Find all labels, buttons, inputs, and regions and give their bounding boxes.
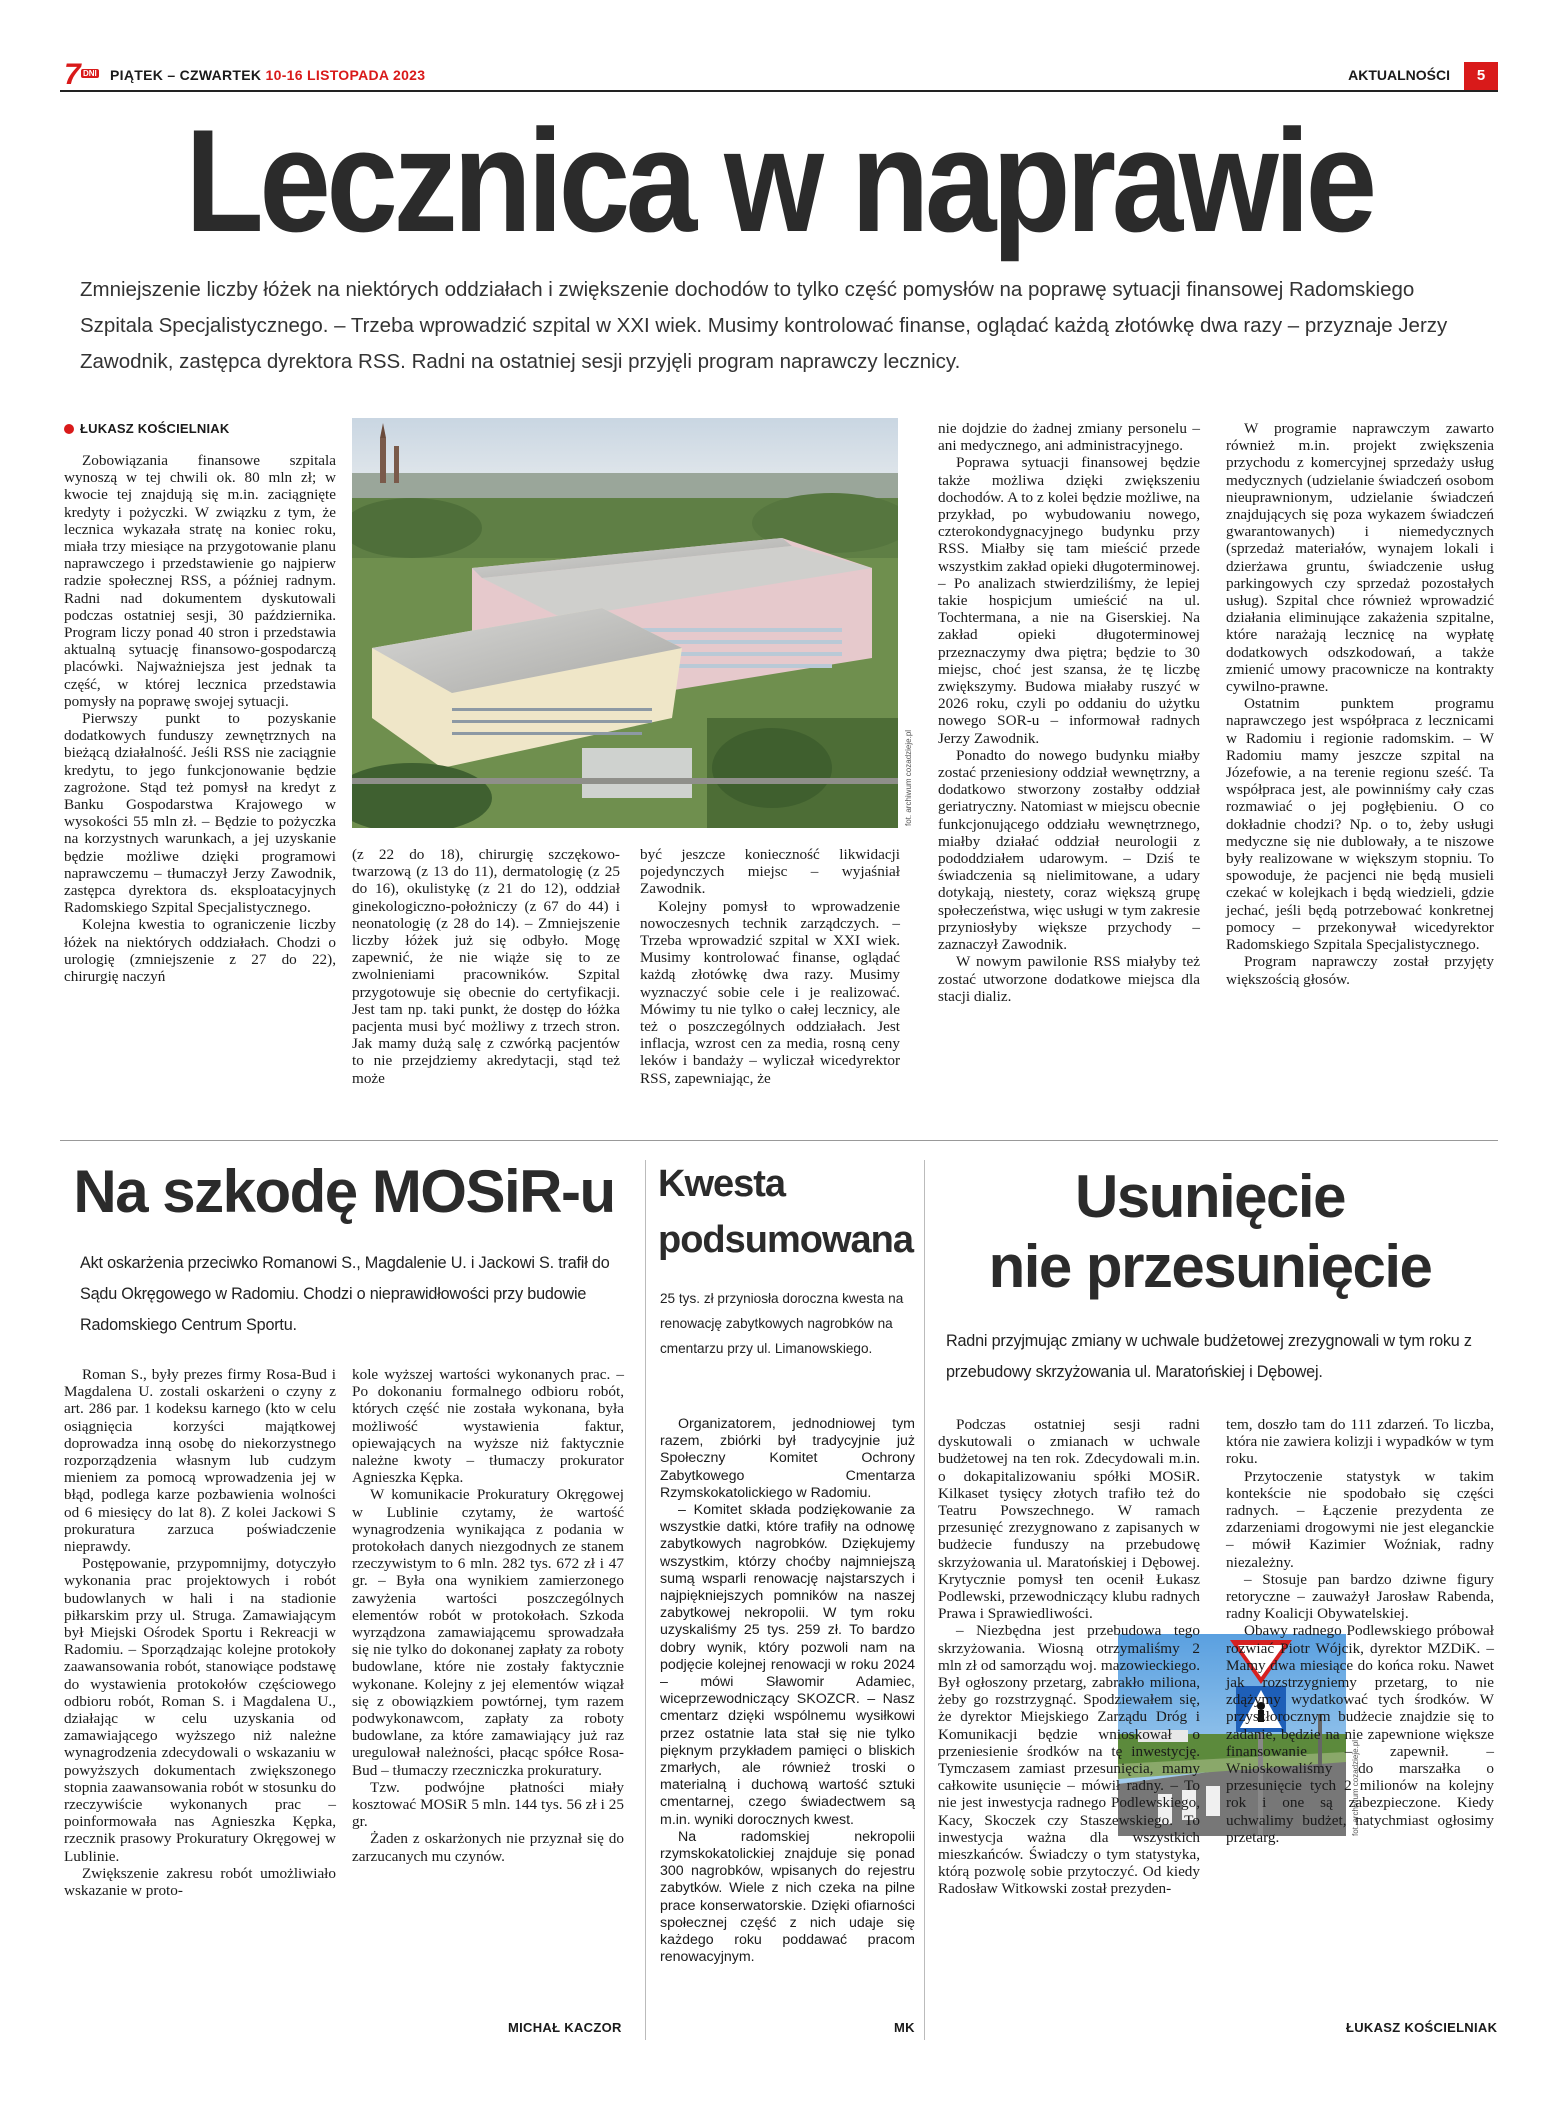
section-name: AKTUALNOŚCI xyxy=(1348,67,1450,83)
paragraph: Ostatnim punktem programu naprawczego jest współpraca z lecznicami w Radomiu i regionie radomskim. – W Radomiu mamy jeszcze szpital na Józefowie, a na terenie regionu sześć. Ta współpraca jest, ale powinniśmy cały czas rozmawiać o jej pogłębieniu. O co dokładnie chodzi? Np. o to, żeby usługi medyczne się nie dublowały, a te niszowe były realizowane w większym stopniu. To spowoduje, że pacjenci nie będą musieli czekać w kolejkach i będą wiedzieli, gdzie jechać, jeśli będą potrzebować konkretnej pomocy – przekonywał wicedyrektor Radomskiego Szpitala Specjalistycznego. xyxy=(1226,695,1494,954)
paragraph: nie dojdzie do żadnej zmiany personelu – ani medycznego, ani administracyjnego. xyxy=(938,420,1200,455)
page-number: 5 xyxy=(1464,62,1498,90)
paragraph: Poprawa sytuacji finansowej będzie także możliwa dzięki zwiększeniu dochodów. A to z kolei będzie możliwe, na przykład, po wybudowaniu nowego, czterokondygnacyjnego budynku przy RSS. Miałby się tam mieścić przede wszystkim zakład opieki długoterminowej. – Po analizach stwierdziliśmy, że lepiej takie hospicjum umieścić na ul. Tochtermana, a nie na Giserskiej. Na zakład opieki długoterminowej przeznaczymy dwa piętra; będzie to 30 miejsc, choć jest szansa, że tę liczbę zwiększymy. Budowa miałaby ruszyć w 2026 roku, czyli po oddaniu do użytku nowego SOR-u – informował radnych Jerzy Zawodnik. xyxy=(938,454,1200,747)
paragraph: Przytoczenie statystyk w takim kontekście nie spodobało się części radnych. – Łączenie prezydenta ze zdarzeniami drogowymi nie jest eleganckie – mówił Kazimier Woźniak, radny niezależny. xyxy=(1226,1467,1494,1571)
article-byline xyxy=(64,421,230,436)
paragraph: kole wyższej wartości wykonanych prac. – Po dokonaniu formalnego odbioru robót, których część nie została wykonana, była możliwość wystawienia faktur, opiewających na wyższe niż faktycznie należne kwoty – tłumaczy prokurator Agnieszka Kępka. xyxy=(352,1366,624,1487)
hospital-aerial-image xyxy=(352,418,898,828)
paragraph: Tzw. podwójne płatności miały kosztować MOSiR 5 mln. 144 tys. 56 zł i 25 gr. xyxy=(352,1778,624,1831)
column-divider xyxy=(645,1160,646,2040)
article-column-2 xyxy=(352,846,620,1087)
section-divider xyxy=(60,1140,1498,1141)
article-title-mosir: Na szkodę MOSiR-u xyxy=(73,1158,615,1225)
usuniecie-column-2 xyxy=(1226,1416,1494,1846)
author-signature: MK xyxy=(894,2020,915,2035)
paragraph: W nowym pawilonie RSS miałyby też zostać utworzone dodatkowe miejsca dla stacji dializ. xyxy=(938,953,1200,1005)
paragraph: Żaden z oskarżonych nie przyznał się do zarzucanych mu czynów. xyxy=(352,1830,624,1865)
kwesta-column xyxy=(660,1416,915,1967)
paragraph: Postępowanie, przypomnijmy, dotyczyło wykonania prac projektowych i robót budowlanych w hali i na stadionie piłkarskim przy ul. Struga. Zamawiającym był Miejski Ośrodek Sportu i Rekreacji w Radomiu. – Sporządzając kolejne protokoły zaawansowania robót, stanowiące podstawę do wystawienia protokołów częściowego odbioru robót, Roman S. i Magdalena U., działając w celu uzyskania od zamawiającego wyższego niż należne wynagrodzenia zdecydowali o wskazaniu w powyższych dokumentach zwiększonego stopnia zaawansowania robót w stosunku do rzeczywiście wykonanych prac – poinformowała nas Agnieszka Kępka, rzecznik prasowy Prokuratury Okręgowej w Lublinie. xyxy=(64,1555,336,1865)
mosir-column-1 xyxy=(64,1366,336,1899)
article-column-3 xyxy=(640,846,900,1087)
paragraph: – Niezbędna jest przebudowa tego skrzyżowania. Wiosną otrzymaliśmy 2 mln zł od samorządu woj. mazowieckiego. Był ogłoszony przetarg, zabrakło miliona, żeby go rozstrzygnąć. Spodziewałem się, że dyrektor Miejskiego Zarządu Dróg i Komunikacji będzie wnioskował o przeniesienie środków na tę inwestycję. Tymczasem zamiast przesunięcia, mamy całkowite usunięcie – mówił radny. – To nie jest inwestycja radnego Podlewskiego, Kacy, Skoczek czy Staszewskiego. To inwestycja ważna dla wszystkich mieszkańców. Świadczy o tym statystyka, którą pozwolę sobie przytoczyć. Od kiedy Radosław Witkowski został prezyden- xyxy=(938,1622,1200,1898)
issue-date xyxy=(110,67,425,83)
logo-number: 7 xyxy=(64,58,81,91)
hospital-photo xyxy=(352,418,898,828)
newspaper-logo xyxy=(64,58,100,91)
article-title-usuniecie xyxy=(930,1162,1490,1302)
author-name: ŁUKASZ KOŚCIELNIAK xyxy=(80,421,230,436)
column-divider xyxy=(924,1160,925,2040)
title-line-1: Usunięcie xyxy=(1075,1163,1345,1230)
paragraph: W programie naprawczym zawarto również m.in. projekt zwiększenia przychodu z komercyjnej sprzedaży usług medycznych (udzielanie świadczeń osobom nieuprawnionym, udzielanie świadczeń znajdujących się poza wykazem świadczeń gwarantowanych) i niemedycznych (sprzedaż materiałów, wynajem lokali i dzierżawa gruntu, świadczenie usług parkingowych czy sprzedaż pozostałych usług). Szpital chce również wprowadzić działania eliminujące zakażenia szpitalne, które narażają lecznicę na wypłatę dodatkowych odszkodowań, a także zmienić umowy pracownicze na kontrakty cywilno-prawne. xyxy=(1226,420,1494,696)
title-line-2: nie przesunięcie xyxy=(988,1233,1432,1300)
paragraph: Roman S., były prezes firmy Rosa-Bud i Magdalena U. zostali oskarżeni o czyny z art. 286 par. 1 kodeksu karnego (kto w celu osiągnięcia korzyści majątkowej doprowadza inną osobę do niekorzystnego rozporządzenia własnym lub cudzym mieniem za pomocą wprowadzenia jej w błąd, podlega karze pozbawienia wolności od 6 miesięcy do lat 8). Z kolei Jackowi S prokuratura zarzuca poświadczenie nieprawdy. xyxy=(64,1366,336,1556)
title-line-2: podsumowana xyxy=(658,1219,914,1261)
title-line-1: Kwesta xyxy=(658,1163,786,1205)
paragraph: Zobowiązania finansowe szpitala wynoszą w tej chwili ok. 80 mln zł; w kwocie tej znajdują się m.in. zaciągnięte kredyty i pożyczki. W związku z tym, że lecznica wykazała stratę na koniec roku, miała trzy miesiące na przygotowanie planu naprawczego i przedstawienie go najpierw radzie społecznej RSS, a później radnym. Radni nad dokumentem dyskutowali podczas ostatniej sesji, 30 października. Program liczy ponad 40 stron i przedstawia aktualną sytuację finansowo-gospodarczą placówki. Najważniejsza jest jednak ta część, w której lecznica przedstawia pomysły na poprawę swojej sytuacji. xyxy=(64,452,336,710)
article-title: Lecznica w naprawie xyxy=(185,99,1373,262)
paragraph: Kolejna kwestia to ograniczenie liczby łóżek na niektórych oddziałach. Chodzi o urologię (zmniejszenie z 27 do 22), chirurgię naczyń xyxy=(64,916,336,986)
date-range: 10-16 LISTOPADA 2023 xyxy=(265,67,426,83)
article-column-1 xyxy=(64,452,336,985)
paragraph: być jeszcze konieczność likwidacji pojedynczych miejsc – wyjaśniał Zawodnik. xyxy=(640,846,900,898)
article-title-kwesta xyxy=(658,1156,918,1268)
paragraph: (z 22 do 18), chirurgię szczękowo-twarzową (z 13 do 11), dermatologię (z 25 do 16), okulistykę (z 21 do 12), oddział ginekologiczno-położniczy (z 67 do 44) i neonatologię (z 28 do 14). – Zmniejszenie liczby łóżek już się odbyło. Mogę zapewnić, że nie wiąże się to ze zwolnieniami pracowników. Szpital przygotowuje się obecnie do certyfikacji. Jest tam np. taki punkt, że dostęp do łóżka pacjenta musi być możliwy z trzech stron. Jak mamy dużą salę z czwórką pacjentów to nie przejdziemy akredytacji, stąd też może xyxy=(352,846,620,1087)
paragraph: Obawy radnego Podlewskiego próbował rozwiać Piotr Wójcik, dyrektor MZDiK. – Mamy dwa miesiące do końca roku. Nawet jak rozstrzygniemy przetarg, to nie zdążymy wydatkować tych środków. W przyszłorocznym budżecie znajdzie się to zadanie, będzie na nie zapewnione większe finansowanie – zapewnił. – Wnioskowaliśmy do marszałka o przesunięcie tych 2 milionów na kolejny rok i one są zabezpieczone. Kiedy uchwalimy budżet, natychmiast ogłosimy przetarg. xyxy=(1226,1622,1494,1846)
author-signature: ŁUKASZ KOŚCIELNIAK xyxy=(1346,2020,1498,2035)
logo-sub: DNI xyxy=(83,69,97,78)
paragraph: – Stosuje pan bardzo dziwne figury retoryczne – zauważył Jarosław Rabenda, radny Koalicji Obywatelskiej. xyxy=(1226,1570,1494,1623)
page-header xyxy=(60,58,1498,92)
article-column-4 xyxy=(938,420,1200,1005)
photo-credit: fot. archiwum cozadzieje.pl xyxy=(1351,1739,1360,1836)
article-lead: Zmniejszenie liczby łóżek na niektórych oddziałach i zwiększenie dochodów to tylko część pomysłów na poprawę sytuacji finansowej Radomskiego Szpitala Specjalistycznego. – Trzeba wprowadzić szpital w XXI wiek. Musimy kontrolować finanse, oglądać każdą złotówkę dwa razy – przyznaje Jerzy Zawodnik, zastępca dyrektora RSS. Radni na ostatniej sesji przyjęli program naprawczy lecznicy. xyxy=(80,278,1448,373)
date-prefix: PIĄTEK – CZWARTEK xyxy=(110,67,262,83)
paragraph: Zwiększenie zakresu robót umożliwiało wskazanie w proto- xyxy=(64,1864,336,1900)
paragraph: Program naprawczy został przyjęty większością głosów. xyxy=(1226,953,1494,988)
paragraph: tem, doszło tam do 111 zdarzeń. To liczba, która nie zawiera kolizji i wypadków w tym roku. xyxy=(1226,1416,1494,1468)
paragraph: – Komitet składa podziękowanie za wszystkie datki, które trafiły na odnowę zabytkowych nagrobków. Dziękujemy wszystkim, którzy choćby najmniejszą sumą wsparli renowację najstarszych i najpiękniejszych pomników na naszej zabytkowej nekropolii. W tym roku uzyskaliśmy 25 tys. 259 zł. To bardzo dobry wynik, który pozwoli nam na podjęcie kolejnej renowacji w roku 2024 – mówi Sławomir Adamiec, wiceprzewodniczący SKOZCR. – Nasz cmentarz dzięki wspólnemu wysiłkowi przez ostatnie lata stał się nie tylko pięknym przykładem pamięci o bliskich zmarłych, ale również troski o materialną i duchową wartość sztuki cmentarnej, czego świadectwem są m.in. wyniki dorocznych kwest. xyxy=(660,1502,915,1828)
paragraph: Pierwszy punkt to pozyskanie dodatkowych funduszy zewnętrznych na bieżącą działalność. Jeśli RSS nie zaciągnie kredytu, to jego funkcjonowanie będzie zagrożone. Stąd też pomysł na kredyt z Banku Gospodarstwa Krajowego w wysokości 55 mln zł. – Będzie to pożyczka na korzystnych warunkach, a jej uzyskanie będzie możliwe dzięki programowi naprawczemu – tłumaczył Jerzy Zawodnik, zastępca dyrektora ds. eksploatacyjnych Radomskiego Szpital Specjalistycznego. xyxy=(64,710,336,917)
article-lead-kwesta: 25 tys. zł przyniosła doroczna kwesta na renowację zabytkowych nagrobków na cmentarzu przy ul. Limanowskiego. xyxy=(660,1291,904,1356)
usuniecie-column-1 xyxy=(938,1416,1200,1898)
author-signature: MICHAŁ KACZOR xyxy=(508,2020,622,2035)
paragraph: Kolejny pomysł to wprowadzenie nowoczesnych technik zarządczych. – Trzeba wprowadzić szpital w XXI wiek. Musimy kontrolować finanse, oglądać każdą złotówkę dwa razy. Musimy wyznaczyć sobie cele i je realizować. Mówimy tu nie tylko o całej lecznicy, ale też o poszczególnych oddziałach. Jest inflacja, wzrost cen za media, rosną ceny leków i bandaży – wyliczał wicedyrektor RSS, zapewniając, że xyxy=(640,897,900,1087)
mosir-column-2 xyxy=(352,1366,624,1865)
paragraph: W komunikacie Prokuratury Okręgowej w Lublinie czytamy, że wartość wynagrodzenia wynikająca z podania w protokołach danych niezgodnych ze stanem rzeczywistym to 6 mln. 282 tys. 672 zł i 47 gr. – Była ona wynikiem zamierzonego zawyżenia wartości poszczególnych elementów robót w protokołach. Szkoda wyrządzona zamawiającemu sprowadzała się nie tylko do dokonanej zapłaty za roboty budowlane, które nie zostały faktycznie wykonane. Kolejny z jej elementów wiązał się z obowiązkiem powtórnej, tym razem podwykonawcom, zapłaty za roboty budowlane, za które zamawiający już raz uregulował należności, płacąc spółce Rosa-Bud – tłumaczy rzeczniczka prokuratury. xyxy=(352,1486,624,1779)
paragraph: Organizatorem, jednodniowej tym razem, zbiórki był tradycyjnie już Społeczny Komitet Ochrony Zabytkowego Cmentarza Rzymskokatolickiego w Radomiu. xyxy=(660,1416,915,1501)
paragraph: Ponadto do nowego budynku miałby zostać przeniesiony oddział wewnętrzny, a dodatkowo stworzony zostałby oddział geriatryczny. Natomiast w miejscu obecnie funkcjonującego oddziału wewnętrznego, miałby działać oddział neurologii z pododdziałem udarowym. – Dziś te świadczenia są nielimitowane, a udary dotykają, niestety, coraz większą grupę społeczeństwa, więc usługi w tym zakresie przyniosłyby większe przychody – zaznaczył Zawodnik. xyxy=(938,746,1200,954)
article-lead-usuniecie: Radni przyjmując zmiany w uchwale budżetowej zrezygnowali w tym roku z przebudowy skrzyżowania ul. Maratońskiej i Dębowej. xyxy=(946,1332,1472,1381)
paragraph: Podczas ostatniej sesji radni dyskutowali o zmianach w uchwale budżetowej na ten rok. Zdecydowali m.in. o dokapitalizowaniu spółki MOSiR. Kilkaset tysięcy złotych trafiło też do Teatru Powszechnego. W ramach przesunięć zrezygnowano z zapisanych w budżecie funduszy na przebudowę skrzyżowania ul. Maratońskiej i Dębowej. Krytycznie pomysł ten ocenił Łukasz Podlewski, przewodniczący klubu radnych Prawa i Sprawiedliwości. xyxy=(938,1416,1200,1623)
article-lead-mosir: Akt oskarżenia przeciwko Romanowi S., Magdalenie U. i Jackowi S. trafił do Sądu Okręgowego w Radomiu. Chodzi o nieprawidłowości przy budowie Radomskiego Centrum Sportu. xyxy=(80,1254,610,1334)
article-column-5 xyxy=(1226,420,1494,988)
photo-credit: fot. archiwum cozadzieje.pl xyxy=(904,729,913,826)
paragraph: Na radomskiej nekropolii rzymskokatolickiej znajduje się ponad 300 nagrobków, wpisanych do rejestru zabytków. Wiele z nich czeka na pilne prace konserwatorskie. Dzięki ofiarności społecznej część z nich udaje się każdego roku poddawać pracom renowacyjnym. xyxy=(660,1828,915,1966)
bullet-icon xyxy=(64,424,74,434)
